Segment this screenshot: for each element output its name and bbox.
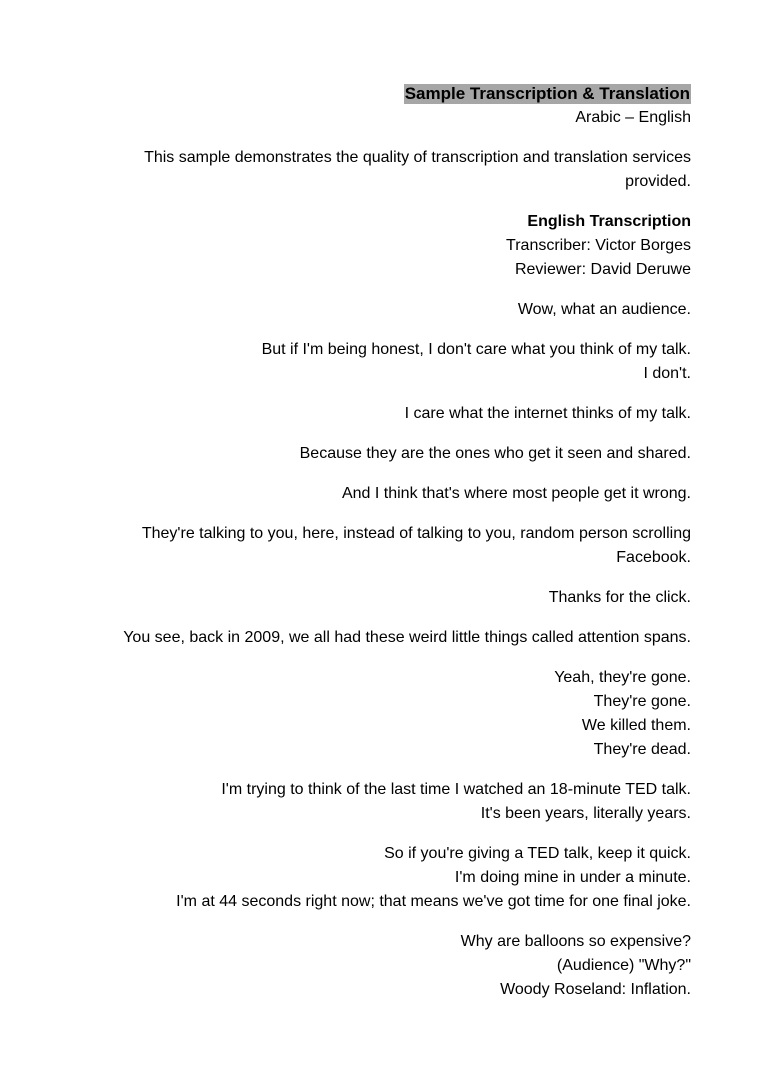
transcript-paragraph [70, 626, 691, 650]
reviewer-credit: Reviewer: David Deruwe [514, 261, 691, 278]
transcript-line: It's been years, literally years. [480, 805, 691, 822]
document-title [70, 82, 691, 106]
transcript-line: Woody Roseland: Inflation. [500, 981, 691, 998]
transcript-line: I'm at 44 seconds right now; that means we've got time for one final joke. [176, 893, 691, 910]
transcript-line: I care what the internet thinks of my talk. [404, 405, 691, 422]
transcript-paragraph [70, 778, 691, 826]
transcript-line: Yeah, they're gone. [554, 669, 691, 686]
transcript-line: Thanks for the click. [548, 589, 691, 606]
transcript-paragraph [70, 930, 691, 1002]
transcript-line: I'm trying to think of the last time I watched an 18-minute TED talk. [221, 781, 691, 798]
transcript-paragraph [70, 338, 691, 386]
transcript-line: We killed them. [581, 717, 691, 734]
transcription-heading: English Transcription [527, 213, 691, 230]
transcript-line: I don't. [643, 365, 691, 382]
transcript-line: They're gone. [593, 693, 691, 710]
document-title-highlight: Sample Transcription & Translation [404, 84, 690, 103]
transcript-paragraph [70, 298, 691, 322]
transcript-paragraphs [70, 298, 691, 1002]
transcript-paragraph [70, 522, 691, 570]
transcript-line: (Audience) "Why?" [556, 957, 691, 974]
transcript-line: And I think that's where most people get it wrong. [341, 485, 691, 502]
transcript-line: Why are balloons so expensive? [460, 933, 691, 950]
transcript-paragraph [70, 482, 691, 506]
document-body [70, 82, 691, 1002]
transcript-paragraph [70, 666, 691, 762]
transcript-line: You see, back in 2009, we all had these weird little things called attention spans. [123, 629, 691, 646]
transcript-paragraph [70, 842, 691, 914]
transcript-line: I'm doing mine in under a minute. [454, 869, 691, 886]
transcript-line: But if I'm being honest, I don't care what you think of my talk. [261, 341, 691, 358]
language-pair: Arabic – English [575, 109, 691, 126]
transcriber-credit: Transcriber: Victor Borges [506, 237, 691, 254]
transcript-line: So if you're giving a TED talk, keep it quick. [384, 845, 691, 862]
transcript-paragraph [70, 402, 691, 426]
transcript-paragraph [70, 586, 691, 610]
transcript-line: They're talking to you, here, instead of talking to you, random person scrolling Facebook. [141, 525, 691, 566]
intro-text: This sample demonstrates the quality of transcription and translation services provided. [144, 149, 691, 190]
transcript-line: Wow, what an audience. [517, 301, 691, 318]
transcript-paragraph [70, 442, 691, 466]
transcript-line: They're dead. [593, 741, 691, 758]
transcript-line: Because they are the ones who get it seen and shared. [299, 445, 691, 462]
